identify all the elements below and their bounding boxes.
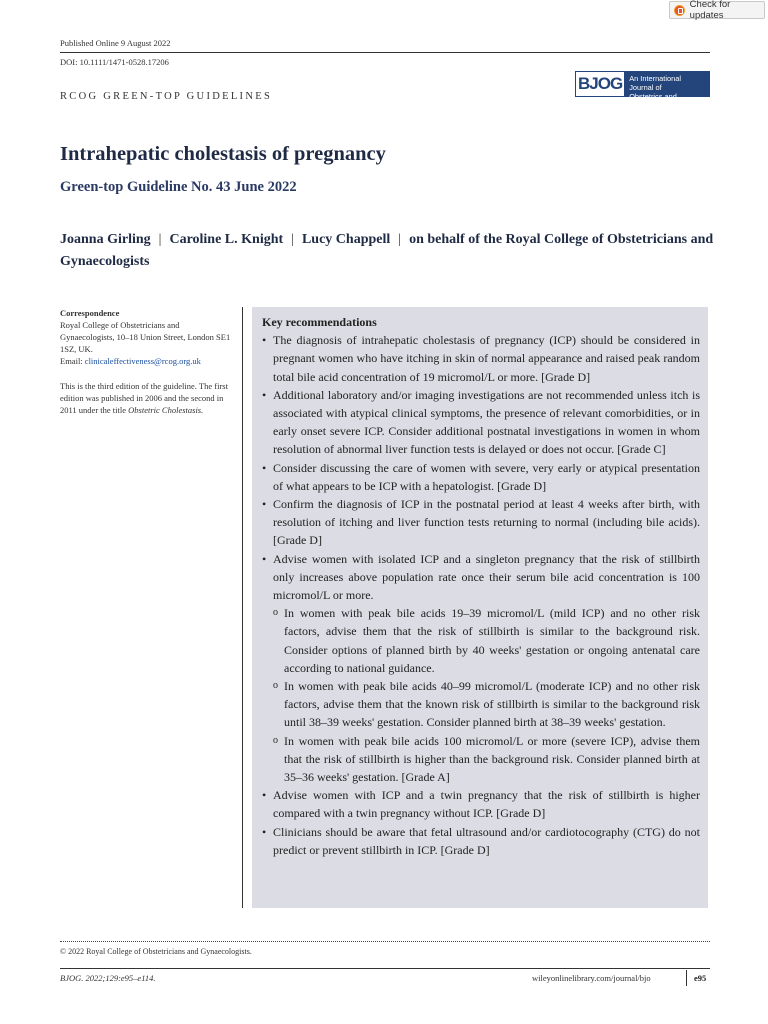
recommendation-item: • Consider discussing the care of women with severe, very early or atypical presentation of what appears to be ICP with a hepatologist. [Grade D] — [262, 459, 700, 495]
author-separator: | — [291, 232, 294, 247]
doi: DOI: 10.1111/1471-0528.17206 — [60, 57, 169, 67]
author-separator: | — [158, 232, 162, 247]
author-separator: | — [398, 232, 402, 247]
crossmark-icon — [674, 5, 685, 16]
recommendation-subitem: o In women with peak bile acids 19–39 micromol/L (mild ICP) and no other risk factors, advise them that the risk of stillbirth is similar to the background risk. Consider options of planned birth by 40 weeks' gestation or ongoing antenatal care according to national guidance. — [273, 604, 700, 677]
recommendation-sublist — [262, 604, 700, 786]
check-for-updates-button[interactable] — [669, 1, 765, 19]
column-divider — [242, 307, 243, 908]
footer-dotted-rule — [60, 941, 710, 942]
recommendation-item: • Advise women with ICP and a twin pregnancy that the risk of stillbirth is higher compared with a twin pregnancy without ICP. [Grade D] — [262, 786, 700, 822]
key-recommendations-heading: Key recommendations — [262, 315, 377, 329]
recommendation-item: • Advise women with isolated ICP and a singleton pregnancy that the risk of stillbirth only increases above population rate once their serum bile acid concentration is 100 micromol/L or more. — [262, 550, 700, 605]
author-2: Caroline L. Knight — [169, 232, 284, 247]
recommendation-item: • The diagnosis of intrahepatic cholestasis of pregnancy (ICP) should be considered in pregnant women who have itching in skin of normal appearance and raised peak random total bile acid concentration of 19 micromol/L or more. [Grade D] — [262, 331, 700, 386]
author-list — [60, 229, 720, 273]
logo-line-1: An International Journal of — [629, 74, 681, 92]
email-link[interactable]: clinicaleffectiveness@rcog.org.uk — [84, 356, 201, 366]
author-1: Joanna Girling — [60, 232, 151, 247]
journal-url[interactable]: wileyonlinelibrary.com/journal/bjo — [532, 973, 651, 983]
key-recommendations — [262, 313, 700, 859]
citation-text: BJOG. 2022;129:e95–e114. — [60, 973, 156, 983]
correspondence-email-line — [60, 355, 235, 367]
recommendation-item: • Clinicians should be aware that fetal ultrasound and/or cardiotocography (CTG) do not predict or prevent stillbirth in ICP. [Grade D] — [262, 823, 700, 859]
article-subtitle: Green-top Guideline No. 43 June 2022 — [60, 179, 297, 195]
correspondence-heading: Correspondence — [60, 308, 120, 318]
edition-note-title: Obstetric Cholestasis. — [128, 405, 204, 415]
edition-note-text: This is the third edition of the guideline. The first edition was published in 2006 and the second in 2011 under the title — [60, 381, 228, 415]
correspondence-block — [60, 307, 235, 367]
page-number: e95 — [694, 973, 707, 983]
logo-abbr: BJOG — [575, 71, 625, 97]
header-rule — [60, 52, 710, 53]
correspondence-address: Royal College of Obstetricians and Gynaecologists, 10–18 Union Street, London SE1 1SZ, UK. — [60, 320, 231, 354]
recommendation-item: • Additional laboratory and/or imaging investigations are not recommended unless itch is associated with atypical clinical symptoms, the presence of relevant comorbidities, or in early onset severe ICP. Consider additional postnatal investigations in women in whom resolution of abnormal liver function tests is delayed or does not occur. [Grade C] — [262, 386, 700, 459]
published-date: Published Online 9 August 2022 — [60, 38, 171, 48]
check-updates-label: Check for updates — [689, 0, 731, 21]
footer-rule — [60, 968, 710, 969]
recommendation-subitem: o In women with peak bile acids 100 micromol/L or more (severe ICP), advise them that the risk of stillbirth is higher than the background risk. Consider planned birth at 35–36 weeks' gestation. [Grade A] — [273, 732, 700, 787]
recommendation-list-continued — [262, 786, 700, 859]
citation — [60, 973, 155, 983]
copyright: © 2022 Royal College of Obstetricians and Gynaecologists. — [60, 947, 252, 956]
edition-note — [60, 380, 235, 416]
recommendation-list — [262, 331, 700, 604]
footer-divider — [686, 970, 687, 986]
recommendation-subitem: o In women with peak bile acids 40–99 micromol/L (moderate ICP) and no other risk factors, advise them that the known risk of stillbirth is similar to the background risk until 38–39 weeks' gestation. Consider planned birth at 38–39 weeks' gestation. — [273, 677, 700, 732]
logo-text — [625, 71, 710, 110]
author-4: on behalf of the Royal College of Obstetricians and Gynaecologists — [60, 232, 714, 269]
recommendation-item: • Confirm the diagnosis of ICP in the postnatal period at least 4 weeks after birth, with resolution of itching and liver function tests returning to normal (including bile acids). [Grade D] — [262, 495, 700, 550]
article-title: Intrahepatic cholestasis of pregnancy — [60, 143, 386, 165]
author-3: Lucy Chappell — [301, 232, 391, 247]
bjog-logo — [575, 71, 710, 110]
series-label: RCOG GREEN-TOP GUIDELINES — [60, 91, 273, 102]
email-label: Email: — [60, 356, 83, 366]
logo-line-2: Obstetrics and Gynaecology — [629, 92, 677, 110]
